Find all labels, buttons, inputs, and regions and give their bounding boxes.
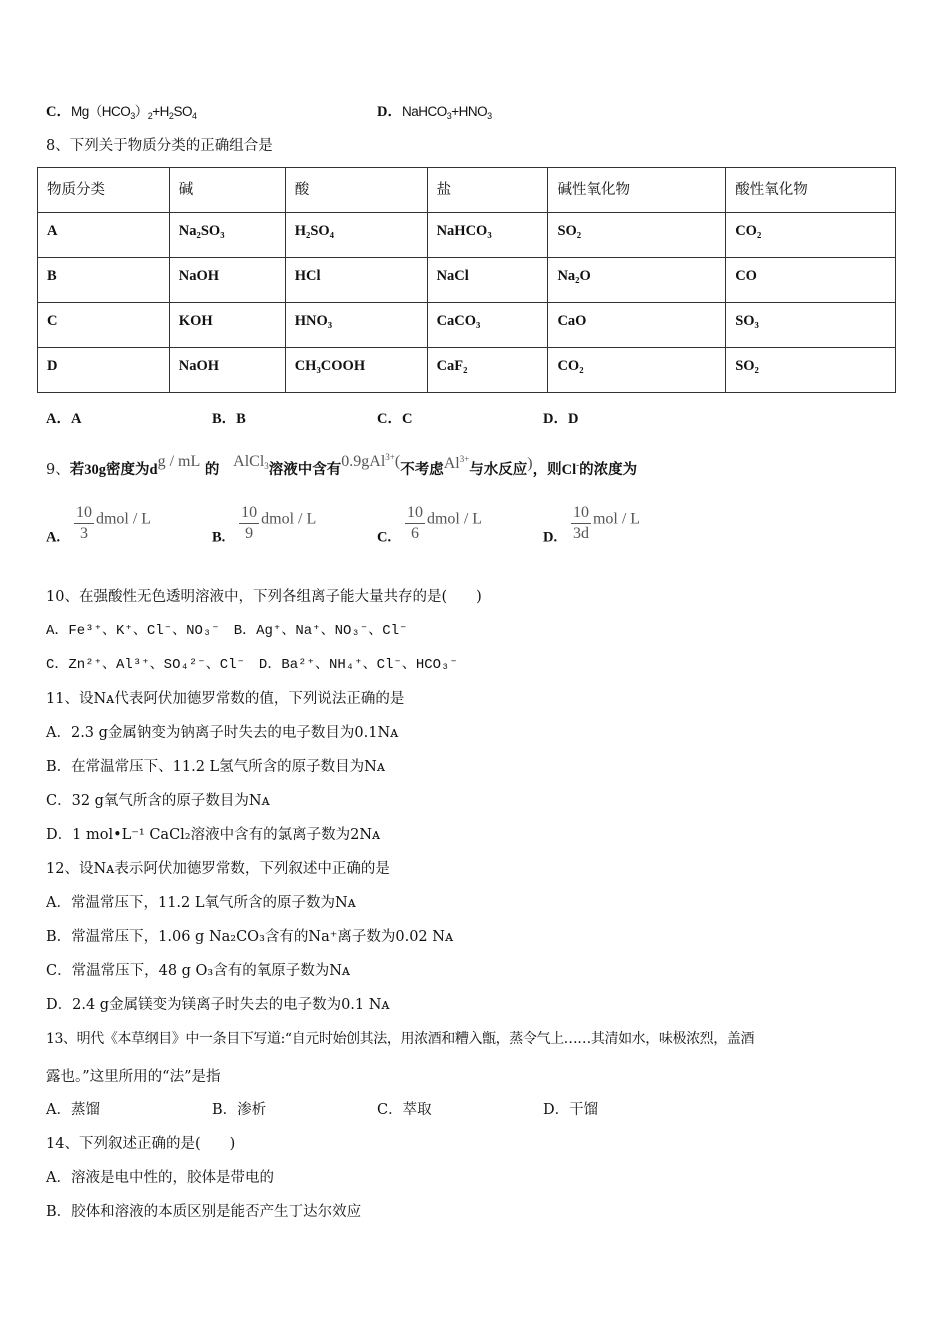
- q9-option-c: C. $\frac{10}{6}$ dmol / L: [377, 504, 483, 546]
- q8-option-b: B．B: [212, 411, 246, 427]
- q14-option-a: A．溶液是电中性的，胶体是带电的: [46, 1170, 274, 1186]
- q12-option-c: C．常温常压下，48 g O₃含有的氧原子数为Nᴀ: [46, 963, 351, 979]
- table-cell: SO₂: [548, 213, 726, 258]
- table-cell: SO₂: [726, 348, 896, 393]
- fraction: $\frac{10}{3d}$: [572, 504, 589, 542]
- table-cell: B: [38, 258, 170, 303]
- table-cell: CH₃COOH: [285, 348, 427, 393]
- table-cell: H₂SO₄: [285, 213, 427, 258]
- table-header: 碱: [169, 168, 285, 213]
- table-header-row: [38, 168, 896, 213]
- fraction: $\frac{10}{9}$: [241, 504, 258, 542]
- q10-options-line1: A．Fe³⁺、K⁺、Cl⁻、NO₃⁻ B．Ag⁺、Na⁺、NO₃⁻、Cl⁻: [46, 623, 408, 639]
- table-cell: Na₂SO₃: [169, 213, 285, 258]
- table-header: 酸性氧化物: [726, 168, 896, 213]
- table-header: 物质分类: [38, 168, 170, 213]
- q14-option-b: B．胶体和溶液的本质区别是能否产生丁达尔效应: [46, 1204, 362, 1220]
- q10-stem: 10、在强酸性无色透明溶液中，下列各组离子能大量共存的是( ): [46, 589, 482, 605]
- table-cell: D: [38, 348, 170, 393]
- table-row: [38, 258, 896, 303]
- table-cell: HNO₃: [285, 303, 427, 348]
- q12-option-b: B．常温常压下，1.06 g Na₂CO₃含有的Na⁺离子数为0.02 Nᴀ: [46, 929, 454, 945]
- q9-stem: 9、若30g密度为dg / mL 的 AlCl$_3$溶液中含有0.9gAl$^{3+}$(不考虑$Al^{3+}$与水反应)，则Cl-的浓度为: [46, 452, 638, 478]
- fraction: $\frac{10}{6}$: [406, 504, 423, 542]
- table-cell: A: [38, 213, 170, 258]
- classification-table: [37, 167, 896, 393]
- table-row: [38, 213, 896, 258]
- table-cell: C: [38, 303, 170, 348]
- q13-stem-line2: 露也。”这里所用的“法”是指: [46, 1069, 221, 1085]
- q13-option-c: C．萃取: [377, 1102, 432, 1118]
- table-cell: HCl: [285, 258, 427, 303]
- table-header: 碱性氧化物: [548, 168, 726, 213]
- q12-stem: 12、设Nᴀ表示阿伏加德罗常数，下列叙述中正确的是: [46, 861, 390, 877]
- table-cell: NaCl: [427, 258, 548, 303]
- table-cell: CaCO₃: [427, 303, 548, 348]
- q12-option-a: A．常温常压下，11.2 L氧气所含的原子数为Nᴀ: [46, 895, 356, 911]
- table-cell: CaO: [548, 303, 726, 348]
- option-text: $NaHCO_3+HNO_3$: [401, 104, 492, 121]
- q11-option-d: D．1 mol•L⁻¹ CaCl₂溶液中含有的氯离子数为2Nᴀ: [46, 827, 381, 843]
- q7-option-d: [377, 102, 492, 122]
- q8-stem: 8、下列关于物质分类的正确组合是: [46, 138, 273, 154]
- q13-option-a: A．蒸馏: [46, 1102, 100, 1118]
- q11-stem: 11、设Nᴀ代表阿伏加德罗常数的值，下列说法正确的是: [46, 691, 405, 707]
- q8-option-d: D．D: [543, 411, 579, 427]
- table-cell: CO₂: [548, 348, 726, 393]
- option-label: D．: [377, 104, 402, 120]
- q10-options-line2: C．Zn²⁺、Al³⁺、SO₄²⁻、Cl⁻ D．Ba²⁺、NH₄⁺、Cl⁻、HCO₃⁻: [46, 657, 458, 673]
- q13-option-b: B．渗析: [212, 1102, 267, 1118]
- table-cell: CaF₂: [427, 348, 548, 393]
- table-cell: SO₃: [726, 303, 896, 348]
- q11-option-a: A．2.3 g金属钠变为钠离子时失去的电子数目为0.1Nᴀ: [46, 725, 399, 741]
- table-cell: NaOH: [169, 258, 285, 303]
- q7-option-c: [46, 102, 196, 122]
- q9-option-b: B. $\frac{10}{9}$ dmol / L: [212, 504, 317, 546]
- q11-option-b: B．在常温常压下、11.2 L氢气所含的原子数目为Nᴀ: [46, 759, 386, 775]
- table-cell: NaOH: [169, 348, 285, 393]
- q8-option-c: C．C: [377, 411, 413, 427]
- table-row: [38, 303, 896, 348]
- table-cell: NaHCO₃: [427, 213, 548, 258]
- option-label: C．: [46, 104, 71, 120]
- q9-option-a: A. $\frac{10}{3}$ dmol / L: [46, 504, 152, 546]
- table-cell: KOH: [169, 303, 285, 348]
- option-text: $Mg(HCO_3)_2+H_2SO_4$: [70, 104, 197, 121]
- q13-stem-line1: 13、明代《本草纲目》中一条目下写道:“自元时始创其法，用浓酒和糟入甑，蒸令气上……其清如水，味极浓烈，盖酒: [46, 1031, 755, 1047]
- q13-option-d: D．干馏: [543, 1102, 599, 1118]
- table-cell: Na₂O: [548, 258, 726, 303]
- table-cell: CO₂: [726, 213, 896, 258]
- q9-option-d: D. $\frac{10}{3d}$ mol / L: [543, 504, 641, 546]
- q11-option-c: C．32 g氧气所含的原子数目为Nᴀ: [46, 793, 270, 809]
- fraction: $\frac{10}{3}$: [75, 504, 92, 542]
- q8-option-a: A．A: [46, 411, 82, 427]
- q14-stem: 14、下列叙述正确的是( ): [46, 1136, 236, 1152]
- table-cell: CO: [726, 258, 896, 303]
- q12-option-d: D．2.4 g金属镁变为镁离子时失去的电子数为0.1 Nᴀ: [46, 997, 390, 1013]
- table-header: 酸: [285, 168, 427, 213]
- table-header: 盐: [427, 168, 548, 213]
- table-row: [38, 348, 896, 393]
